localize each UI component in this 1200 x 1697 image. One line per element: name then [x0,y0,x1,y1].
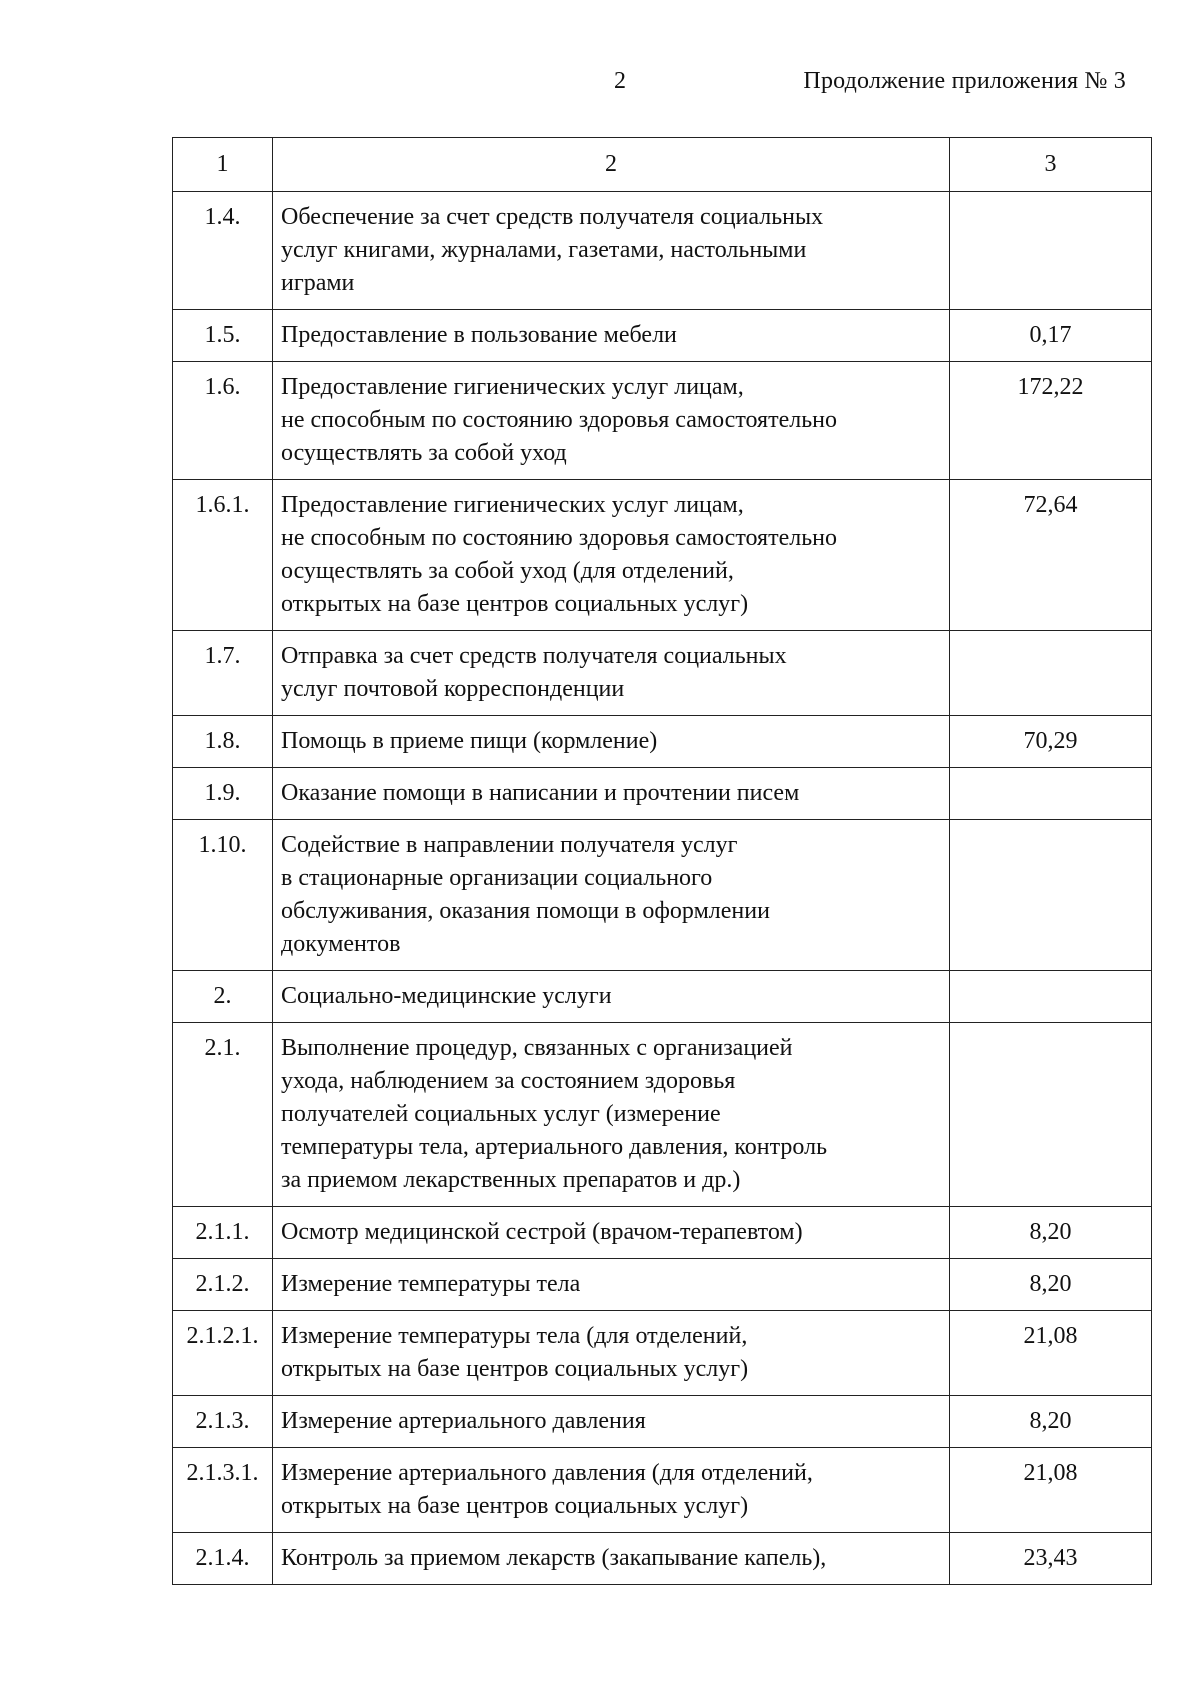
row-description: Предоставление гигиенических услуг лицам, не способным по состоянию здоровья самостоятельно осуществлять за собой уход (для отделений, открытых на базе центров социальных услуг) [273,480,950,631]
table-row [173,1207,1152,1259]
table-row [173,971,1152,1023]
table-row [173,716,1152,768]
row-value: 21,08 [950,1311,1152,1396]
table-row [173,310,1152,362]
row-description: Содействие в направлении получателя услуг в стационарные организации социального обслуживания, оказания помощи в оформлении документов [273,820,950,971]
row-number: 1.5. [173,310,273,362]
row-description: Обеспечение за счет средств получателя социальных услуг книгами, журналами, газетами, настольными играми [273,192,950,310]
row-value [950,1023,1152,1207]
table-row [173,631,1152,716]
row-description: Измерение температуры тела (для отделений, открытых на базе центров социальных услуг) [273,1311,950,1396]
table-row [173,820,1152,971]
row-description: Выполнение процедур, связанных с организацией ухода, наблюдением за состоянием здоровья получателей социальных услуг (измерение температуры тела, артериального давления, контроль за приемом лекарственных препаратов и др.) [273,1023,950,1207]
row-description: Социально-медицинские услуги [273,971,950,1023]
row-description: Осмотр медицинской сестрой (врачом-терапевтом) [273,1207,950,1259]
row-value: 72,64 [950,480,1152,631]
table-row [173,192,1152,310]
table-row [173,480,1152,631]
row-value: 23,43 [950,1533,1152,1585]
row-description: Оказание помощи в написании и прочтении писем [273,768,950,820]
row-value: 8,20 [950,1259,1152,1311]
row-number: 2. [173,971,273,1023]
row-number: 1.4. [173,192,273,310]
row-value: 8,20 [950,1207,1152,1259]
row-value [950,971,1152,1023]
row-number: 1.8. [173,716,273,768]
row-number: 2.1.4. [173,1533,273,1585]
row-number: 1.6. [173,362,273,480]
row-value: 70,29 [950,716,1152,768]
row-description: Отправка за счет средств получателя социальных услуг почтовой корреспонденции [273,631,950,716]
row-number: 2.1.2.1. [173,1311,273,1396]
table-row [173,1396,1152,1448]
row-value: 0,17 [950,310,1152,362]
row-number: 1.7. [173,631,273,716]
tariff-table [172,137,1152,1585]
row-value [950,768,1152,820]
row-number: 2.1.3. [173,1396,273,1448]
row-number: 1.10. [173,820,273,971]
table-row [173,362,1152,480]
row-description: Предоставление гигиенических услуг лицам, не способным по состоянию здоровья самостоятельно осуществлять за собой уход [273,362,950,480]
table-row [173,768,1152,820]
row-value [950,631,1152,716]
table-row [173,1448,1152,1533]
row-description: Помощь в приеме пищи (кормление) [273,716,950,768]
row-value [950,820,1152,971]
column-header-3: 3 [950,138,1152,192]
row-value: 21,08 [950,1448,1152,1533]
row-number: 2.1.2. [173,1259,273,1311]
row-number: 1.9. [173,768,273,820]
row-number: 2.1.3.1. [173,1448,273,1533]
row-description: Измерение температуры тела [273,1259,950,1311]
row-description: Измерение артериального давления [273,1396,950,1448]
page-number: 2 [614,68,626,94]
row-description: Предоставление в пользование мебели [273,310,950,362]
row-number: 1.6.1. [173,480,273,631]
table-row [173,1259,1152,1311]
table-row [173,1023,1152,1207]
row-value [950,192,1152,310]
row-description: Измерение артериального давления (для отделений, открытых на базе центров социальных услуг) [273,1448,950,1533]
row-value: 8,20 [950,1396,1152,1448]
column-header-2: 2 [273,138,950,192]
row-number: 2.1.1. [173,1207,273,1259]
table-row [173,1533,1152,1585]
table-row [173,1311,1152,1396]
row-value: 172,22 [950,362,1152,480]
continuation-caption: Продолжение приложения № 3 [803,68,1126,94]
row-number: 2.1. [173,1023,273,1207]
table-header-row [173,138,1152,192]
row-description: Контроль за приемом лекарств (закапывание капель), [273,1533,950,1585]
column-header-1: 1 [173,138,273,192]
